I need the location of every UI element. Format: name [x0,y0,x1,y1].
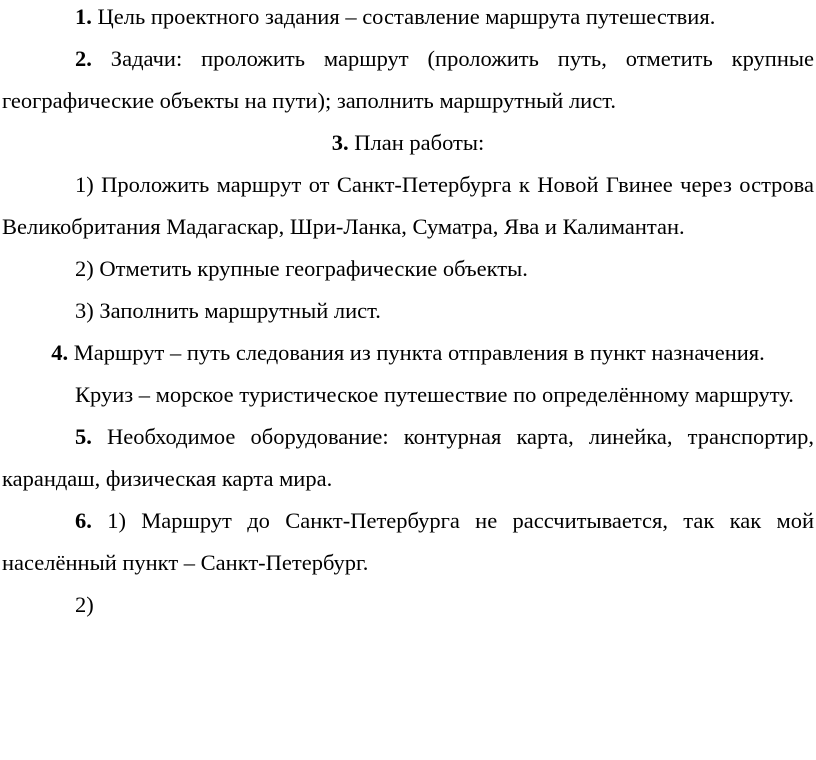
section-3-text: План работы: [348,130,485,155]
section-3-heading [2,122,814,164]
section-4-number: 4. [51,340,69,365]
section-2-paragraph [2,38,814,122]
section-3-number: 3. [331,130,349,155]
plan-item-3: 3) Заполнить маршрутный лист. [75,298,381,323]
plan-item-1: 1) Проложить маршрут от Санкт-Петербурга к Новой Гвинее через острова Великобритания Мадагаскар, Шри-Ланка, Суматра, Ява и Калимантан. [2,172,814,239]
section-5-number: 5. [75,424,92,449]
section-2-text: Задачи: проложить маршрут (проложить путь, отметить крупные географические объекты на пути); заполнить маршрутный лист. [2,46,814,113]
section-6-paragraph [2,500,814,584]
section-6-text: 1) Маршрут до Санкт-Петербурга не рассчитывается, так как мой населённый пункт – Санкт-Петербург. [2,508,814,575]
section-5-paragraph [2,416,814,500]
section-6-item-2: 2) [75,592,94,617]
section-6-number: 6. [75,508,92,533]
cruise-definition: Круиз – морское туристическое путешествие по определённому маршруту. [75,382,794,407]
section-5-text: Необходимое оборудование: контурная карта, линейка, транспортир, карандаш, физическая карта мира. [2,424,814,491]
section-1-text: Цель проектного задания – составление маршрута путешествия. [91,4,716,29]
plan-item-2: 2) Отметить крупные географические объекты. [75,256,528,281]
section-1-number: 1. [75,4,92,29]
section-4-heading [2,332,814,374]
section-1-paragraph [2,0,814,38]
section-2-number: 2. [75,46,92,71]
section-4-text: Маршрут – путь следования из пункта отправления в пункт назначения. [68,340,765,365]
